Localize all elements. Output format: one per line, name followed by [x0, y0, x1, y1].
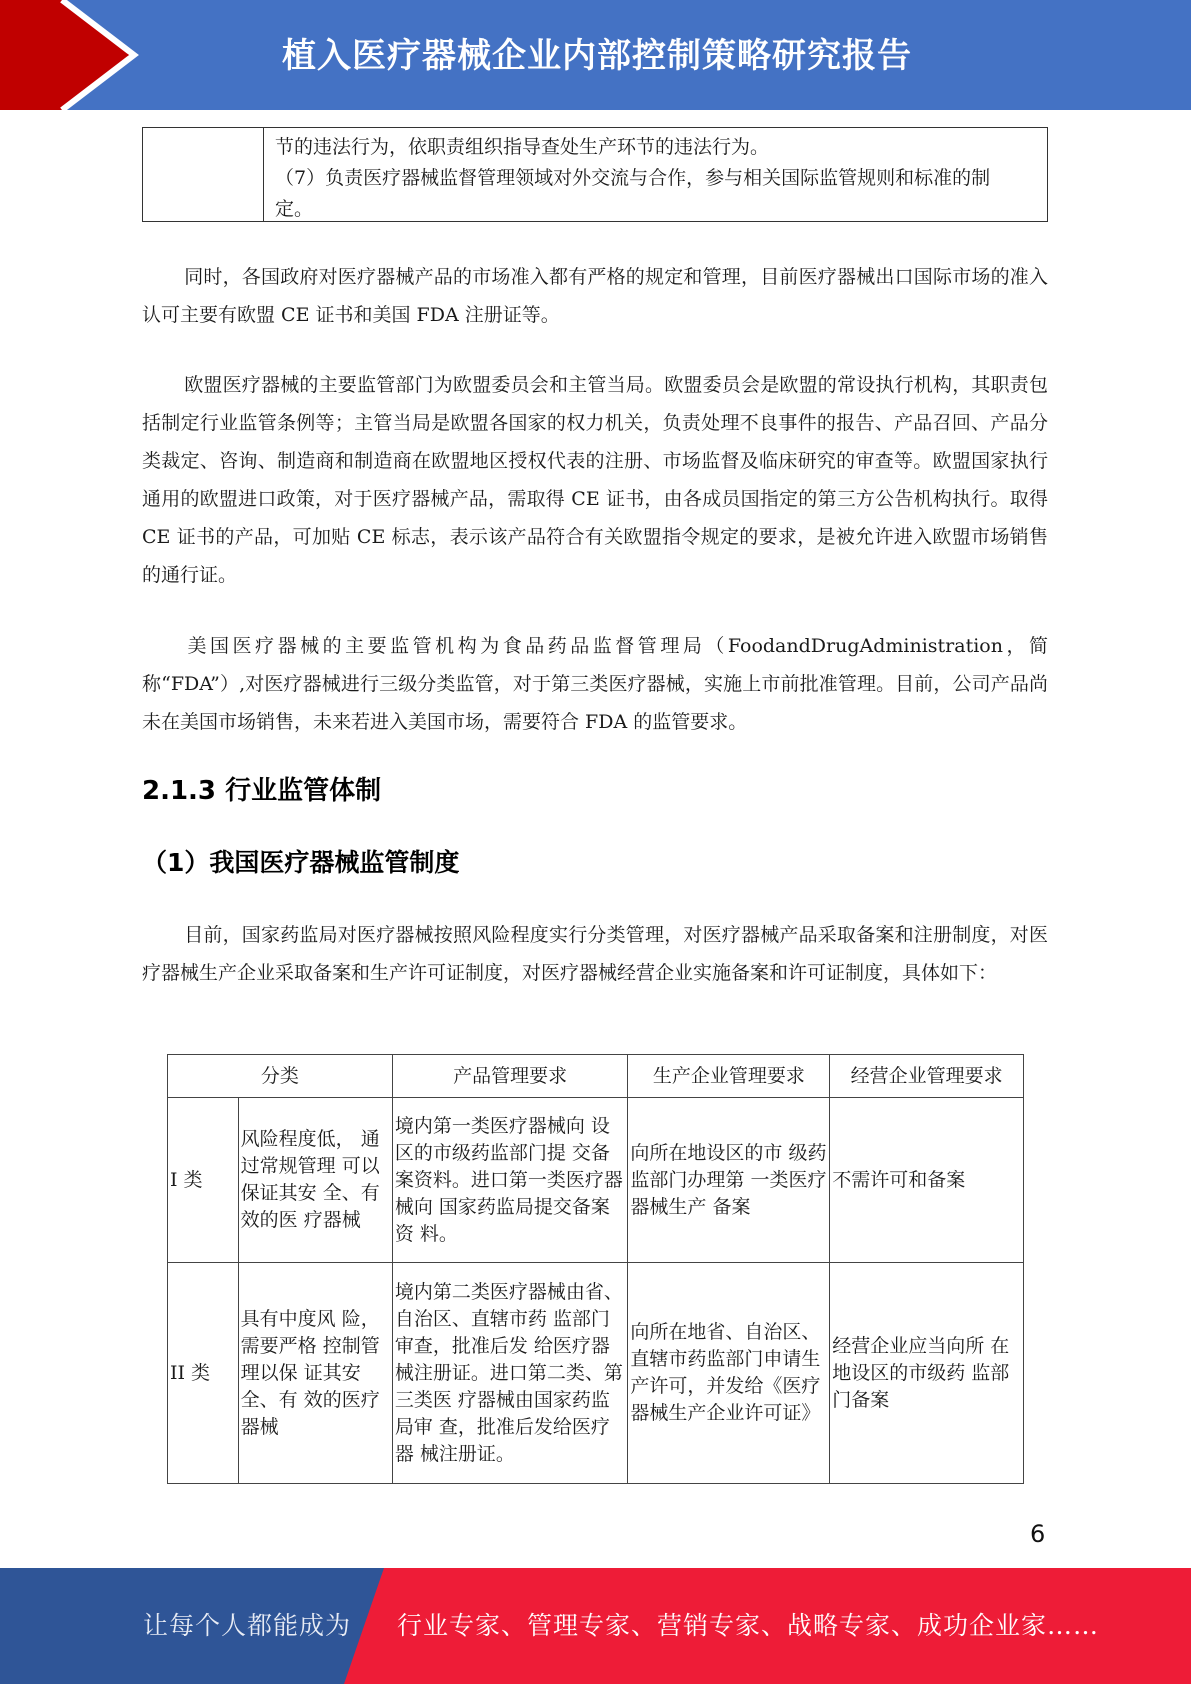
- product-cell: 境内第一类医疗器械向 设区的市级药监部门提 交备案资料。进口第一类医疗器械向 国家药监局提交备案资 料。: [392, 1098, 628, 1263]
- product-cell: 境内第二类医疗器械由省、自治区、直辖市药 监部门审查，批准后发 给医疗器械注册证。进口第二类、第三类医 疗器械由国家药监局审 查，批准后发给医疗器 械注册证。: [392, 1263, 628, 1484]
- header-classification: 分类: [168, 1055, 393, 1098]
- footer-slogan-left: 让每个人都能成为: [143, 1611, 352, 1640]
- duty-table-content-cell: [275, 132, 1027, 225]
- continued-duty-table: [142, 127, 1048, 222]
- duty-line: 节的违法行为，依职责组织指导查处生产环节的违法行为。: [275, 136, 770, 158]
- header-business-requirements: 经营企业管理要求: [830, 1055, 1024, 1098]
- header-arrow-decoration: [0, 0, 160, 110]
- page-number: 6: [1030, 1520, 1046, 1548]
- header-product-requirements: 产品管理要求: [392, 1055, 628, 1098]
- paragraph-classification-intro: 目前，国家药监局对医疗器械按照风险程度实行分类管理，对医疗器械产品采取备案和注册制度，对医疗器械生产企业采取备案和生产许可证制度，对医疗器械经营企业实施备案和许可证制度，具体如下：: [142, 924, 1048, 984]
- duty-table-label-cell: [143, 128, 264, 221]
- table-row: [168, 1098, 1024, 1263]
- production-cell: 向所在地省、自治区、直辖市药监部门申请生产许可，并发给《医疗器械生产企业许可证》: [628, 1263, 830, 1484]
- table-row: [168, 1263, 1024, 1484]
- paragraph-market-access: 同时，各国政府对医疗器械产品的市场准入都有严格的规定和管理，目前医疗器械出口国际市场的准入认可主要有欧盟 CE 证书和美国 FDA 注册证等。: [142, 266, 1048, 326]
- risk-cell: 具有中度风 险，需要严格 控制管理以保 证其安全、有 效的医疗器械: [238, 1263, 392, 1484]
- class-cell: II 类: [168, 1263, 239, 1484]
- subsection-heading: （1）我国医疗器械监管制度: [142, 848, 460, 877]
- business-cell: 经营企业应当向所 在地设区的市级药 监部门备案: [830, 1263, 1024, 1484]
- report-title: 植入医疗器械企业内部控制策略研究报告: [282, 36, 912, 76]
- duty-line: （7）负责医疗器械监督管理领域对外交流与合作，参与相关国际监管规则和标准的制定。: [275, 167, 991, 220]
- business-cell: 不需许可和备案: [830, 1098, 1024, 1263]
- section-heading: 2.1.3 行业监管体制: [142, 776, 382, 806]
- header-production-requirements: 生产企业管理要求: [628, 1055, 830, 1098]
- class-cell: I 类: [168, 1098, 239, 1263]
- page-header: [0, 0, 1191, 110]
- paragraph-us-fda: 美国医疗器械的主要监管机构为食品药品监督管理局（FoodandDrugAdministration，简称“FDA”）,对医疗器械进行三级分类监管，对于第三类医疗器械，实施上市前批准管理。目前，公司产品尚未在美国市场销售，未来若进入美国市场，需要符合 FDA 的监管要求。: [142, 635, 1048, 733]
- production-cell: 向所在地设区的市 级药监部门办理第 一类医疗器械生产 备案: [628, 1098, 830, 1263]
- footer-slogan-right: 行业专家、管理专家、营销专家、战略专家、成功企业家……: [397, 1611, 1100, 1640]
- table-header-row: [168, 1055, 1024, 1098]
- risk-cell: 风险程度低， 通过常规管理 可以保证其安 全、有效的医 疗器械: [238, 1098, 392, 1263]
- paragraph-eu-regulation: 欧盟医疗器械的主要监管部门为欧盟委员会和主管当局。欧盟委员会是欧盟的常设执行机构，其职责包括制定行业监管条例等；主管当局是欧盟各国家的权力机关，负责处理不良事件的报告、产品召回、产品分类裁定、咨询、制造商和制造商在欧盟地区授权代表的注册、市场监督及临床研究的审查等。欧盟国家执行通用的欧盟进口政策，对于医疗器械产品，需取得 CE 证书，由各成员国指定的第三方公告机构执行。取得 CE 证书的产品，可加贴 CE 标志，表示该产品符合有关欧盟指令规定的要求，是被允许进入欧盟市场销售的通行证。: [142, 374, 1048, 586]
- page-footer: [0, 1568, 1191, 1684]
- regulation-table: [167, 1054, 1024, 1484]
